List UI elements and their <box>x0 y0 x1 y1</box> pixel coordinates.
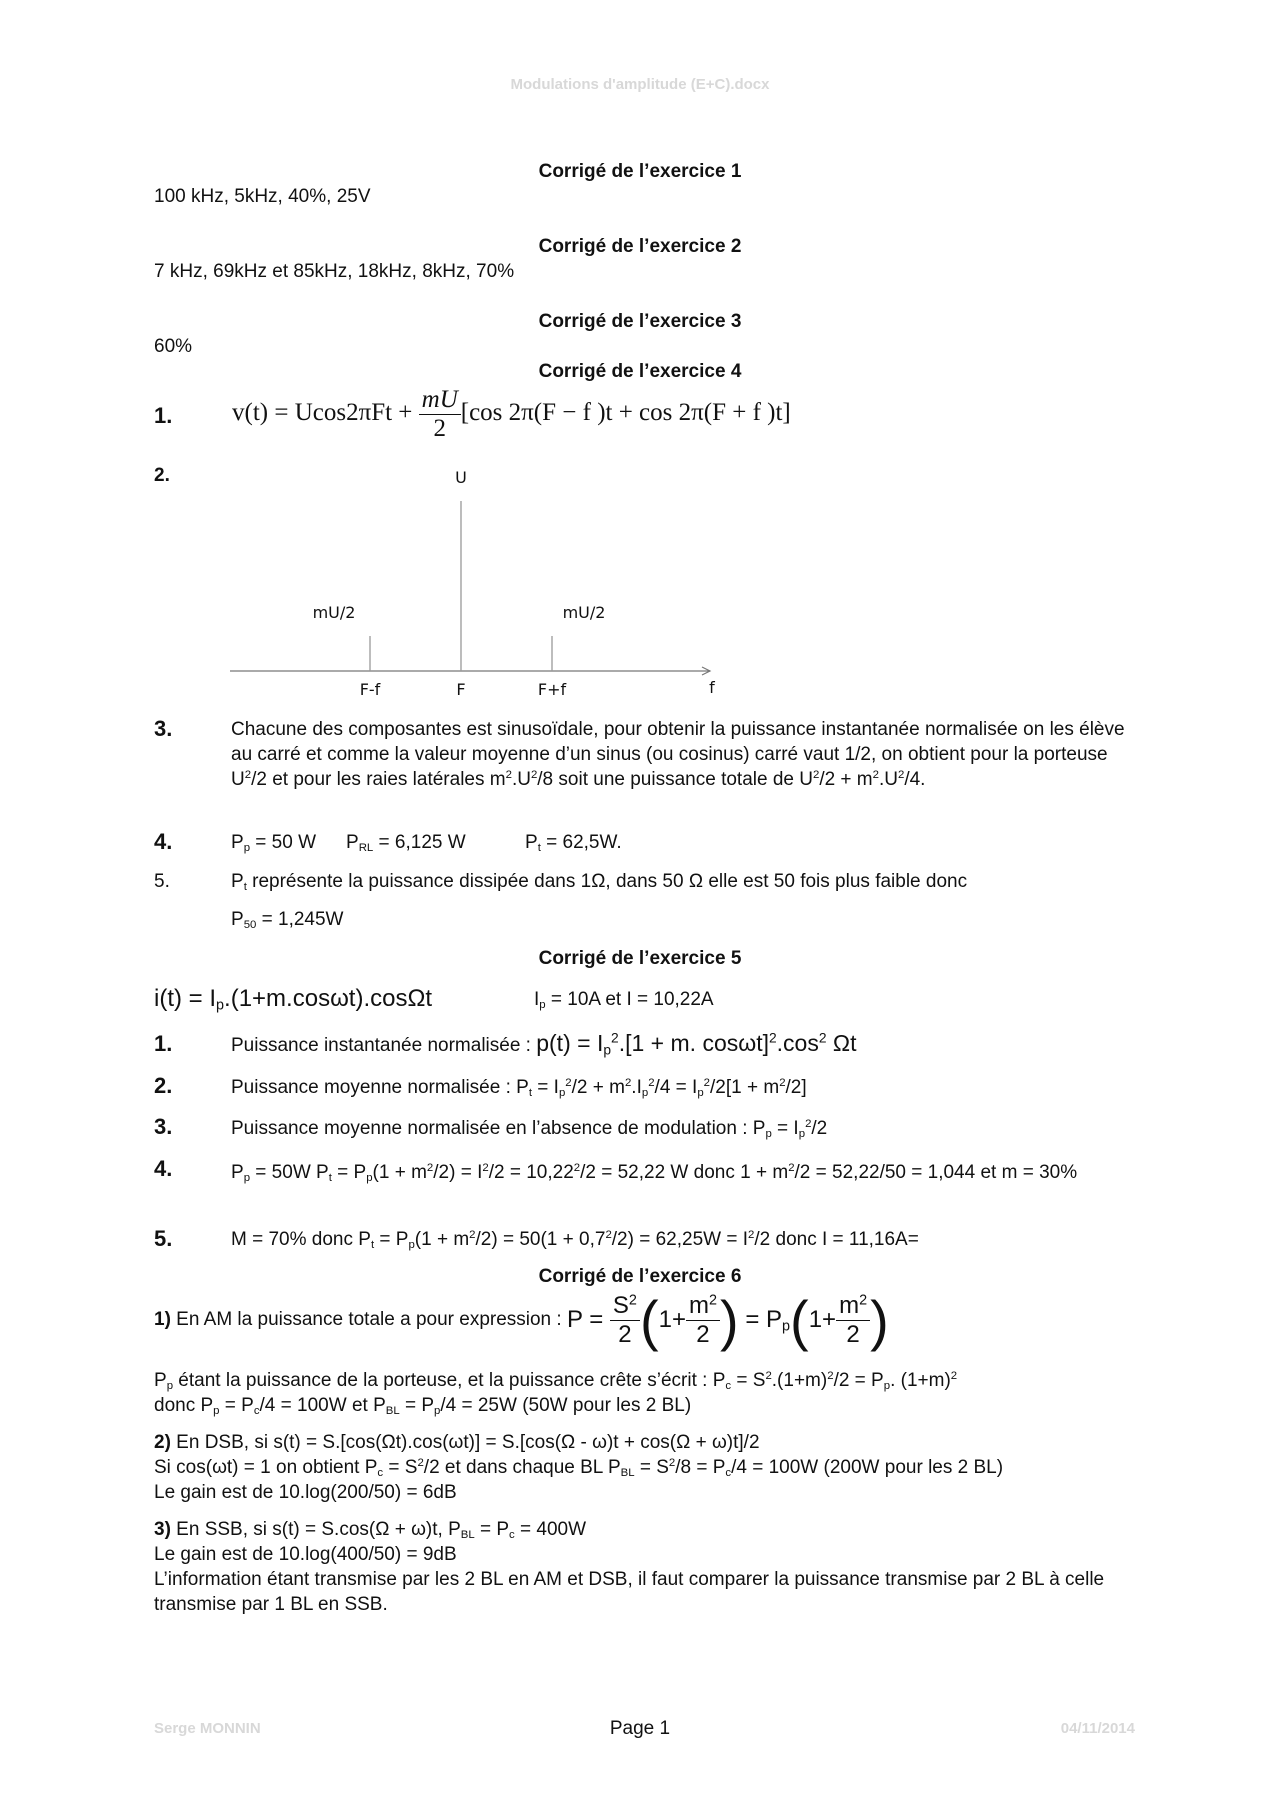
ex1-answer: 100 kHz, 5kHz, 40%, 25V <box>154 186 371 207</box>
footer-author: Serge MONNIN <box>154 1720 261 1737</box>
ex4-title: Corrigé de l’exercice 4 <box>538 361 742 382</box>
ex5-q1-text: Puissance instantanée normalisée : $p(t) = I_p^2.[1 + m$. $\cos\omega t]^2.\cos^2$ Ωt <box>231 1030 857 1058</box>
ex6-title: Corrigé de l’exercice 6 <box>538 1266 742 1287</box>
ex4-q5-result: $P_{50} = 1,245W$ <box>231 909 344 931</box>
ex4-q1-frac-den: 2 <box>433 415 446 442</box>
ex4-q2-number: 2. <box>154 465 170 486</box>
ex2-title: Corrigé de l’exercice 2 <box>538 236 742 257</box>
ex5-q2-number: 2. <box>154 1073 173 1098</box>
ex1-title: Corrigé de l’exercice 1 <box>538 161 742 182</box>
ex3-answer: 60% <box>154 336 193 357</box>
ex4-q5-text: $P_t$ représente la puissance dissipée dans 1Ω, dans 50 Ω elle est 50 fois plus faible donc <box>231 871 968 893</box>
ex4-q5-number: 5. <box>154 871 170 892</box>
ex4-q4-pt: $P_t = 62,5W$. <box>525 832 622 854</box>
ex6-p3: 3) En SSB, si s(t) = S.cos(Ω + ω)t, $P_{BL} = P_c = 400W$ Le gain est de 10.log(400/50) = 9dB L’information étant transmise par les 2 BL en AM et DSB, il faut comparer la puissance transmise par 2 BL à celle transmise par 1 BL en SSB. <box>154 1519 1105 1615</box>
ex5-q3-number: 3. <box>154 1114 173 1139</box>
ex5-q4-text: $P_p = 50W$ $P_t = P_p(1 + m^2/2) = I^2/2 = 10,22^2/2 = 52,22$ W donc $1 + m^2/2 = 52,22/50 = 1,044$ et m = 30% <box>231 1162 1078 1184</box>
ex4-q3-number: 3. <box>154 716 173 741</box>
spectrum-tick-label: F+f <box>537 680 567 699</box>
ex4-q4-prl: $P_{RL} = 6,125$ W <box>346 832 466 854</box>
ex4-q1-fraction <box>419 386 461 443</box>
footer-date: 04/11/2014 <box>1060 1720 1135 1737</box>
ex4-q4-pp: $P_p = 50$ W <box>231 832 317 854</box>
ex4-q4-number: 4. <box>154 829 173 854</box>
spectrum-axis-label: f <box>709 678 715 697</box>
ex5-given: $I_p = 10A$ et I = 10,22A <box>534 989 714 1011</box>
ex5-q2-text: Puissance moyenne normalisée : $P_t = I_p^2/2 + m^2.I_p^2/4 = I_p^2/2[1 + m^2/2]$ <box>231 1077 807 1099</box>
ex5-q4-number: 4. <box>154 1156 173 1181</box>
ex6-p1 <box>154 1288 889 1353</box>
spectrum-amplitude-label: U <box>455 468 467 487</box>
ex5-q1-number: 1. <box>154 1031 173 1056</box>
spectrum-amplitude-label: mU/2 <box>312 603 356 622</box>
ex4-q1-rhs: [cos 2π(F − f )t + cos 2π(F + f )t] <box>460 399 791 427</box>
ex6-p1b: $P_p$ étant la puissance de la porteuse, et la puissance crête s’écrit : $P_c = S^2.(1+m)^2/2 = P_p$. $(1+m)^2$ donc $P_p = P_c/4 = 100W$ et $P_{BL} = P_p/4 = 25W$ (50W pour les 2 BL) <box>154 1370 958 1417</box>
ex5-q3-text: Puissance moyenne normalisée en l’absence de modulation : $P_p = I_p^2/2$ <box>231 1118 828 1140</box>
ex5-title: Corrigé de l’exercice 5 <box>538 948 742 969</box>
ex4-q1-lhs: v(t) = Ucos2πFt + <box>232 399 419 427</box>
spectrum-tick-label: F-f <box>359 680 381 699</box>
ex6-p2: 2) En DSB, si s(t) = S.[cos(Ωt).cos(ωt)] = S.[cos(Ω - ω)t + cos(Ω + ω)t]/2 Si cos(ωt) = 1 on obtient $P_c = S^2/2$ et dans chaque BL $P_{BL} = S^2/8 = P_c/4 = 100W$ (200W pour les 2 BL) Le gain est de 10.log(200/50) = 6dB <box>154 1432 1004 1503</box>
ex4-q3-text: Chacune des composantes est sinusoïdale, pour obtenir la puissance instantanée normalisée on les élève au carré et comme la valeur moyenne d’un sinus (ou cosinus) carré vaut 1/2, on obtient pour la porteuse $U^2/2$ et pour les raies latérales $m^2.U^2/8$ soit une puissance totale de $U^2/2 + m^2.U^2/4$. <box>231 719 1125 790</box>
ex5-q5-number: 5. <box>154 1226 173 1251</box>
ex2-answer: 7 kHz, 69kHz et 85kHz, 18kHz, 8kHz, 70% <box>154 261 515 282</box>
ex4-q1-frac-num: mU <box>419 386 461 415</box>
spectrum-amplitude-label: mU/2 <box>562 603 606 622</box>
header-filename: Modulations d'amplitude (E+C).docx <box>510 76 770 93</box>
ex5-q5-text: M = 70% donc $P_t = P_p(1 + m^2/2) = 50(1 + 0,7^2/2) = 62,25W = I^2/2$ donc I = 11,16A= <box>231 1229 919 1251</box>
ex3-title: Corrigé de l’exercice 3 <box>538 311 742 332</box>
ex6-p1-formula: P = $\frac{S^2}{2}$ (1+ $\frac{m^2}{2}$ ) = $P_p(1+$ $\frac{m^2}{2}$ ) <box>566 1289 889 1352</box>
ex6-p1-text: En AM la puissance totale a pour expression : <box>170 1308 567 1330</box>
ex4-q1-number: 1. <box>154 403 173 428</box>
footer-page: Page 1 <box>609 1718 671 1739</box>
ex6-p1-number: 1) <box>154 1308 171 1330</box>
spectrum-tick-label: F <box>456 680 466 699</box>
ex4-q1-formula <box>232 386 791 443</box>
ex5-formula: $i(t) = I_p.(1+m.\cos\omega t).\cos\Omega t$ <box>154 985 433 1014</box>
spectrum-diagram <box>220 468 740 705</box>
